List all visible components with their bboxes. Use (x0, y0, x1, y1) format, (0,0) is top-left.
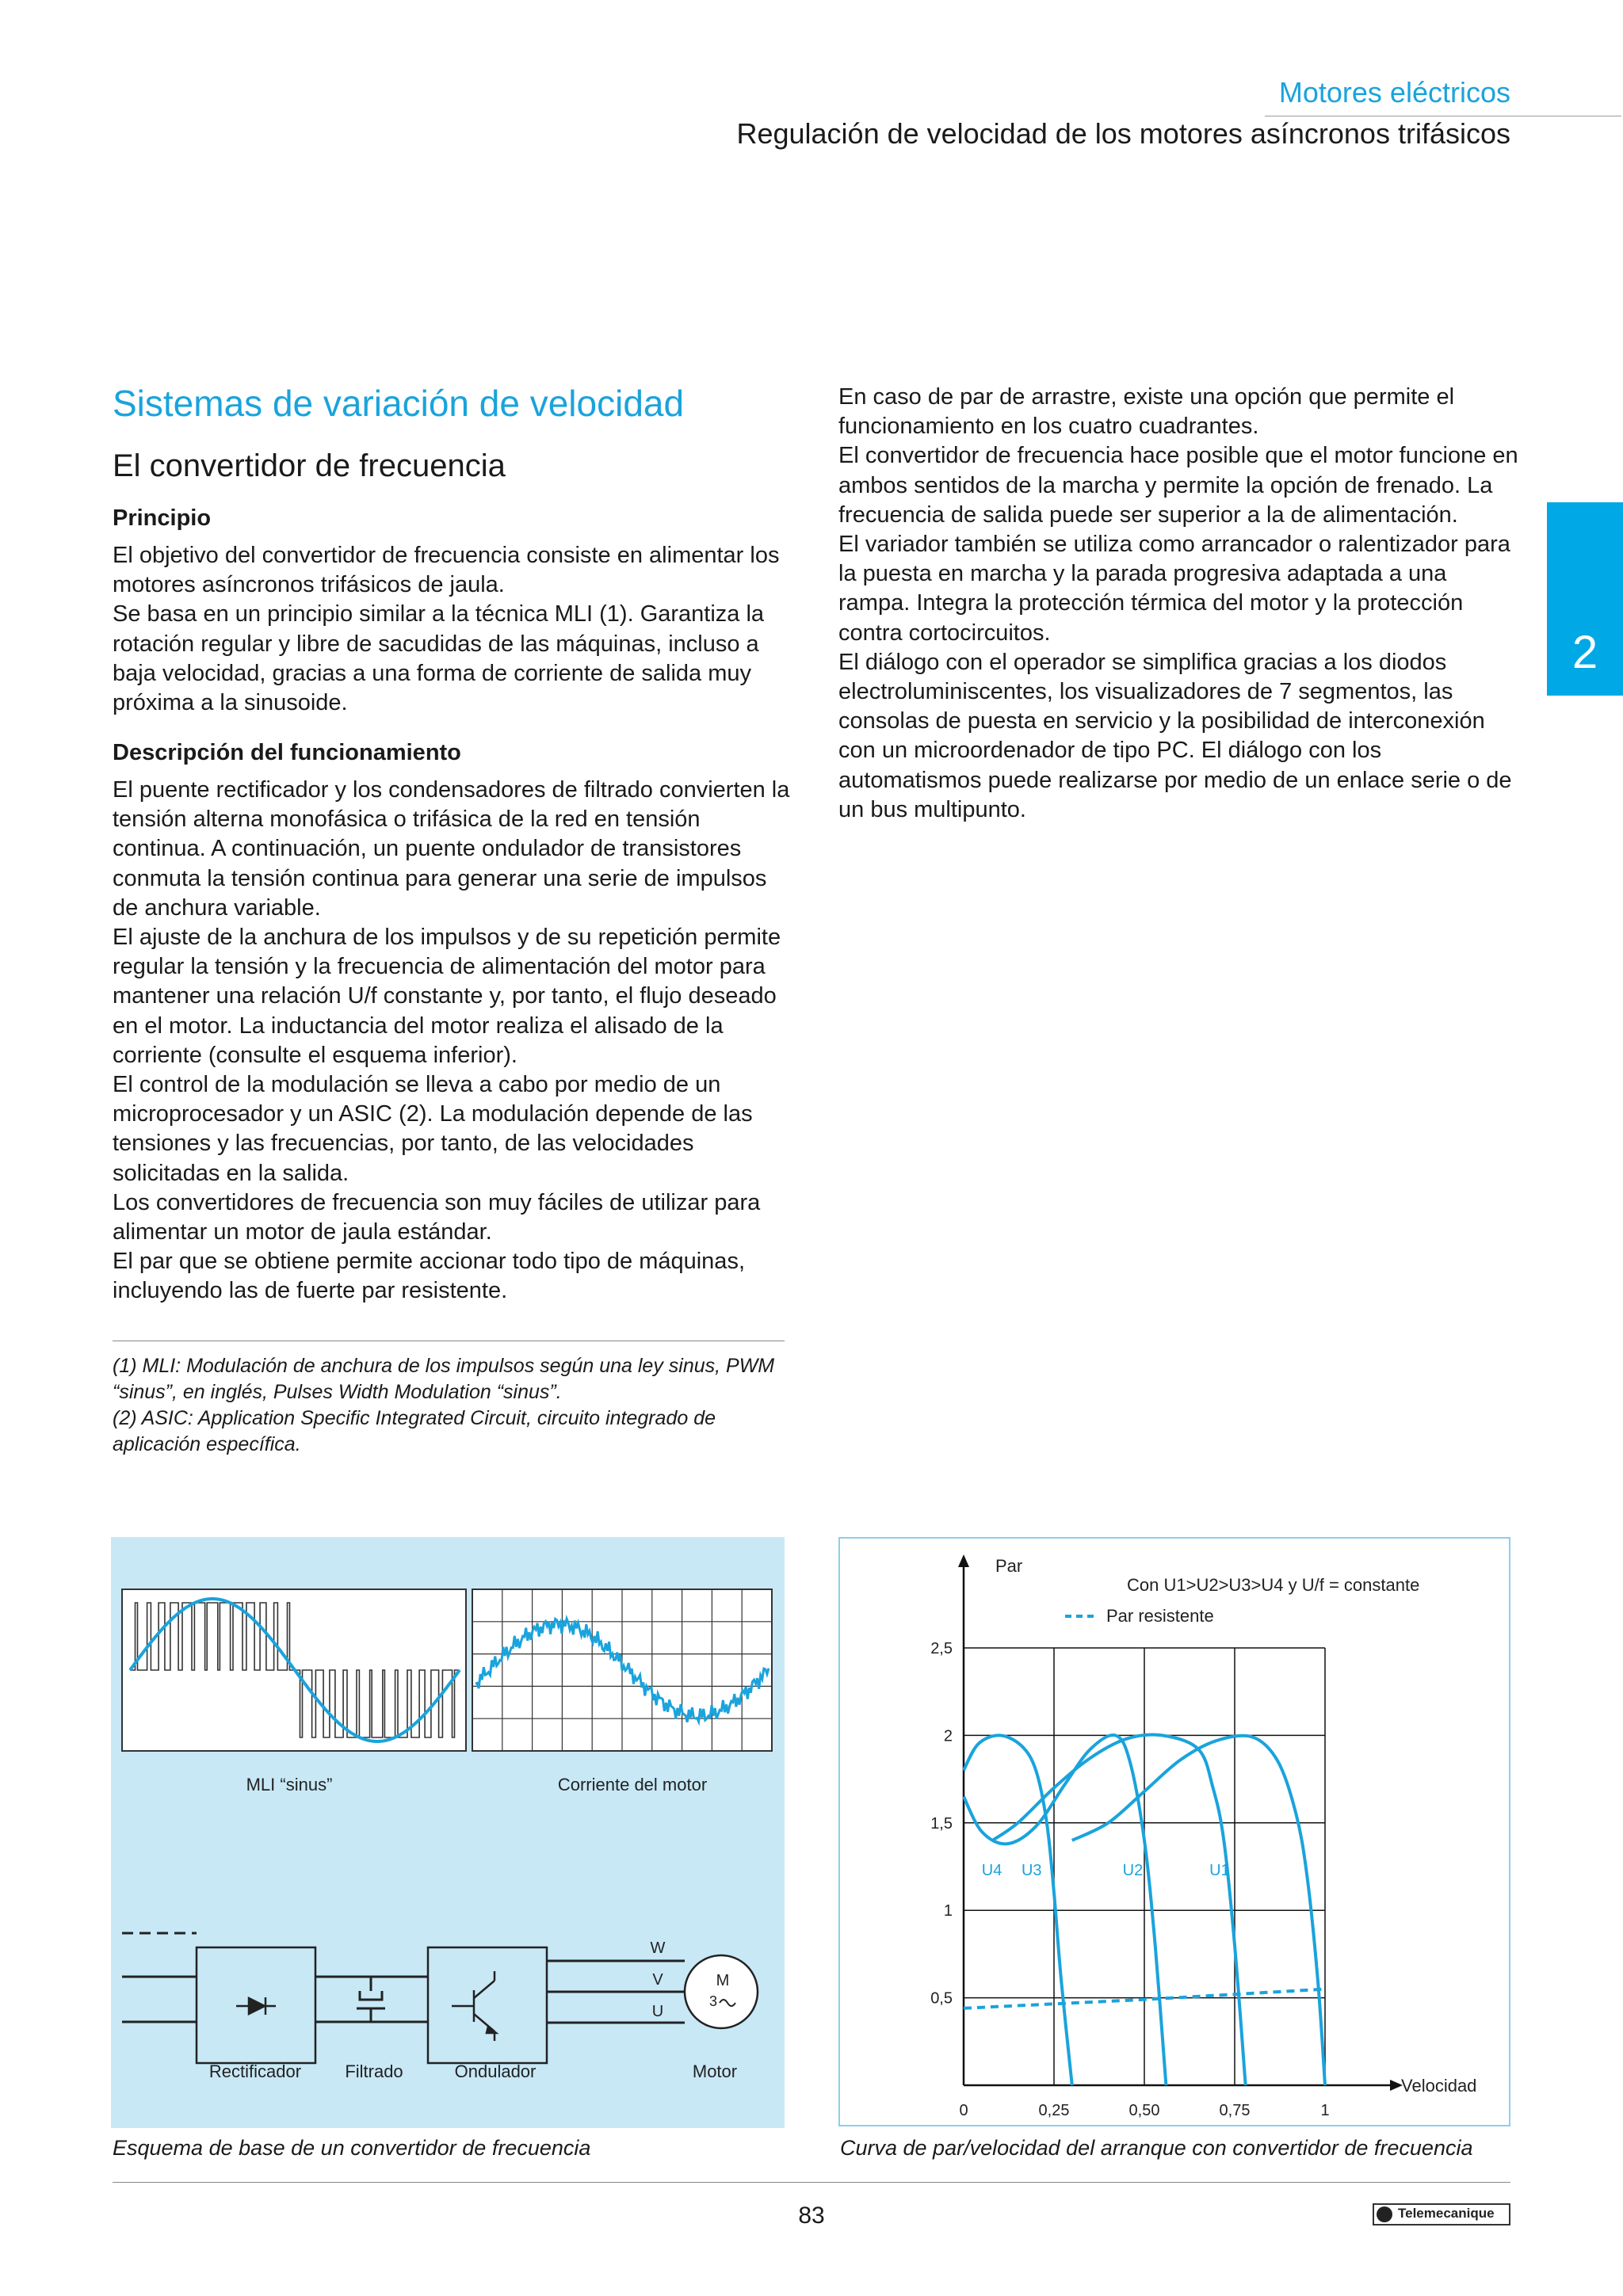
chart-y-tick-label: 1,5 (930, 1814, 953, 1833)
chart-title: Con U1>U2>U3>U4 y U/f = constante (1127, 1575, 1420, 1595)
page-number: 83 (798, 2203, 825, 2229)
chart-x-tick-label: 0,50 (1128, 2102, 1160, 2119)
chapter-tab-number: 2 (1571, 627, 1598, 678)
footer-rule (113, 2182, 1510, 2183)
filter-label: Filtrado (345, 2061, 403, 2081)
current-label: Corriente del motor (557, 1775, 708, 1794)
paragraph: El diálogo con el operador se simplifica gracias a los diodos electroluminiscentes, los visualizadores de 7 segmentos, las consolas de puesta en servicio y la posibilidad de interconexión con un microordenador de tipo PC. El diálogo con los automatismos puede realizarse por medio de un enlace serie o de un bus multipunto. (838, 649, 1512, 822)
chart-x-tick-label: 0,25 (1038, 2102, 1070, 2119)
motor-phase-count: 3 (708, 1993, 718, 2009)
brand-logo-box (1373, 2203, 1510, 2225)
chart-x-tick-label: 0,75 (1219, 2102, 1251, 2119)
brand-emblem-icon (1377, 2206, 1392, 2222)
subsection-title: El convertidor de frecuencia (113, 448, 506, 483)
chart-y-tick-label: 0,5 (930, 1989, 953, 2008)
motor-letter: M (716, 1972, 730, 1989)
paragraph: El control de la modulación se lleva a cabo por medio de un microprocesador y un ASIC (2). La modulación depende de las tensiones y las frecuencias, por tanto, de las velocidades solicitadas en la salida. (113, 1072, 753, 1186)
inverter-label: Ondulador (454, 2061, 537, 2081)
curve-label: U4 (981, 1862, 1002, 1880)
paragraph: Los convertidores de frecuencia son muy fáciles de utilizar para alimentar un motor de jaula estándar. (113, 1189, 761, 1245)
chart-y-axis-label: Par (995, 1556, 1023, 1576)
chart-y-axis-arrow (958, 1554, 969, 1567)
brand-name: Telemecanique (1398, 2206, 1495, 2221)
right-column-body (838, 383, 1520, 825)
section-title: Sistemas de variación de velocidad (113, 383, 685, 424)
phase-label-u: U (651, 2003, 664, 2020)
paragraph: El puente rectificador y los condensadores de filtrado convierten la tensión alterna monofásica o trifásica de la red en tensión continua. A continuación, un puente ondulador de transistores conmuta la tensión continua para generar una serie de impulsos de anchura variable. (113, 777, 790, 921)
chart-x-tick-label: 1 (1320, 2102, 1330, 2119)
principio-body (113, 541, 794, 718)
chart-y-tick-label: 2 (943, 1727, 953, 1745)
motor-label: Motor (692, 2061, 738, 2081)
chart-grid (964, 1648, 1325, 2085)
paragraph: En caso de par de arrastre, existe una opción que permite el funcionamiento en los cuatro cuadrantes. (838, 384, 1455, 440)
paragraph: El convertidor de frecuencia hace posible que el motor funcione en ambos sentidos de la marcha y permite la opción de frenado. La frecuencia de salida puede ser superior a la de alimentación. (838, 443, 1518, 528)
converter-schematic-svg (111, 1537, 785, 2128)
pwm-label: MLI “sinus” (246, 1775, 333, 1794)
transistor-symbol (452, 1971, 496, 2041)
converter-schematic-figure (111, 1537, 785, 2128)
torque-speed-chart (840, 1539, 1509, 2125)
chart-legend-label: Par resistente (1106, 1606, 1214, 1626)
principio-heading: Principio (113, 505, 212, 531)
footnote: (1) MLI: Modulación de anchura de los impulsos según una ley sinus, PWM “sinus”, en inglés, Pulses Width Modulation “sinus”. (113, 1355, 775, 1403)
motor-symbol (685, 1955, 758, 2028)
inverter-block (428, 1947, 547, 2063)
paragraph: El objetivo del convertidor de frecuencia consiste en alimentar los motores asíncronos trifásicos de jaula. (113, 543, 780, 598)
chart-ticks (930, 1640, 1329, 2119)
curve-label: U3 (1021, 1862, 1042, 1880)
figure1-caption: Esquema de base de un convertidor de frecuencia (113, 2136, 591, 2160)
running-header-title: Motores eléctricos (1278, 76, 1510, 109)
chart-x-tick-label: 0 (959, 2102, 968, 2119)
rectifier-label: Rectificador (208, 2061, 302, 2081)
chart-x-axis-label: Velocidad (1401, 2076, 1477, 2096)
descripcion-heading: Descripción del funcionamiento (113, 740, 461, 765)
curve-label: U1 (1209, 1862, 1230, 1880)
footnote: (2) ASIC: Application Specific Integrated Circuit, circuito integrado de aplicación específica. (113, 1407, 716, 1455)
descripcion-body (113, 776, 794, 1306)
paragraph: El ajuste de la anchura de los impulsos y de su repetición permite regular la tensión y la frecuencia de alimentación del motor para mantener una relación U/f constante y, por tanto, el flujo deseado en el motor. La inductancia del motor realiza el alisado de la corriente (consulte el esquema inferior). (113, 925, 781, 1068)
footnotes (113, 1353, 794, 1458)
phase-label-w: W (650, 1939, 666, 1957)
diode-symbol (236, 1997, 276, 2015)
phase-label-v: V (652, 1971, 663, 1989)
paragraph: El par que se obtiene permite accionar todo tipo de máquinas, incluyendo las de fuerte par resistente. (113, 1249, 745, 1304)
figure2-caption: Curva de par/velocidad del arranque con convertidor de frecuencia (840, 2136, 1473, 2160)
paragraph: El variador también se utiliza como arrancador o ralentizador para la puesta en marcha y la parada progresiva adaptada a una rampa. Integra la protección térmica del motor y la protección contra cortocircuitos. (838, 532, 1510, 646)
running-header-subtitle: Regulación de velocidad de los motores asíncronos trifásicos (736, 117, 1510, 150)
torque-speed-chart-figure (838, 1537, 1510, 2126)
capacitor-symbol (357, 1991, 385, 2008)
chart-y-tick-label: 2,5 (930, 1640, 953, 1657)
paragraph: Se basa en un principio similar a la técnica MLI (1). Garantiza la rotación regular y libre de sacudidas de las máquinas, incluso a baja velocidad, gracias a una forma de corriente de salida muy próxima a la sinusoide. (113, 601, 765, 716)
curve-label: U2 (1122, 1862, 1144, 1880)
chart-y-tick-label: 1 (943, 1902, 953, 1920)
